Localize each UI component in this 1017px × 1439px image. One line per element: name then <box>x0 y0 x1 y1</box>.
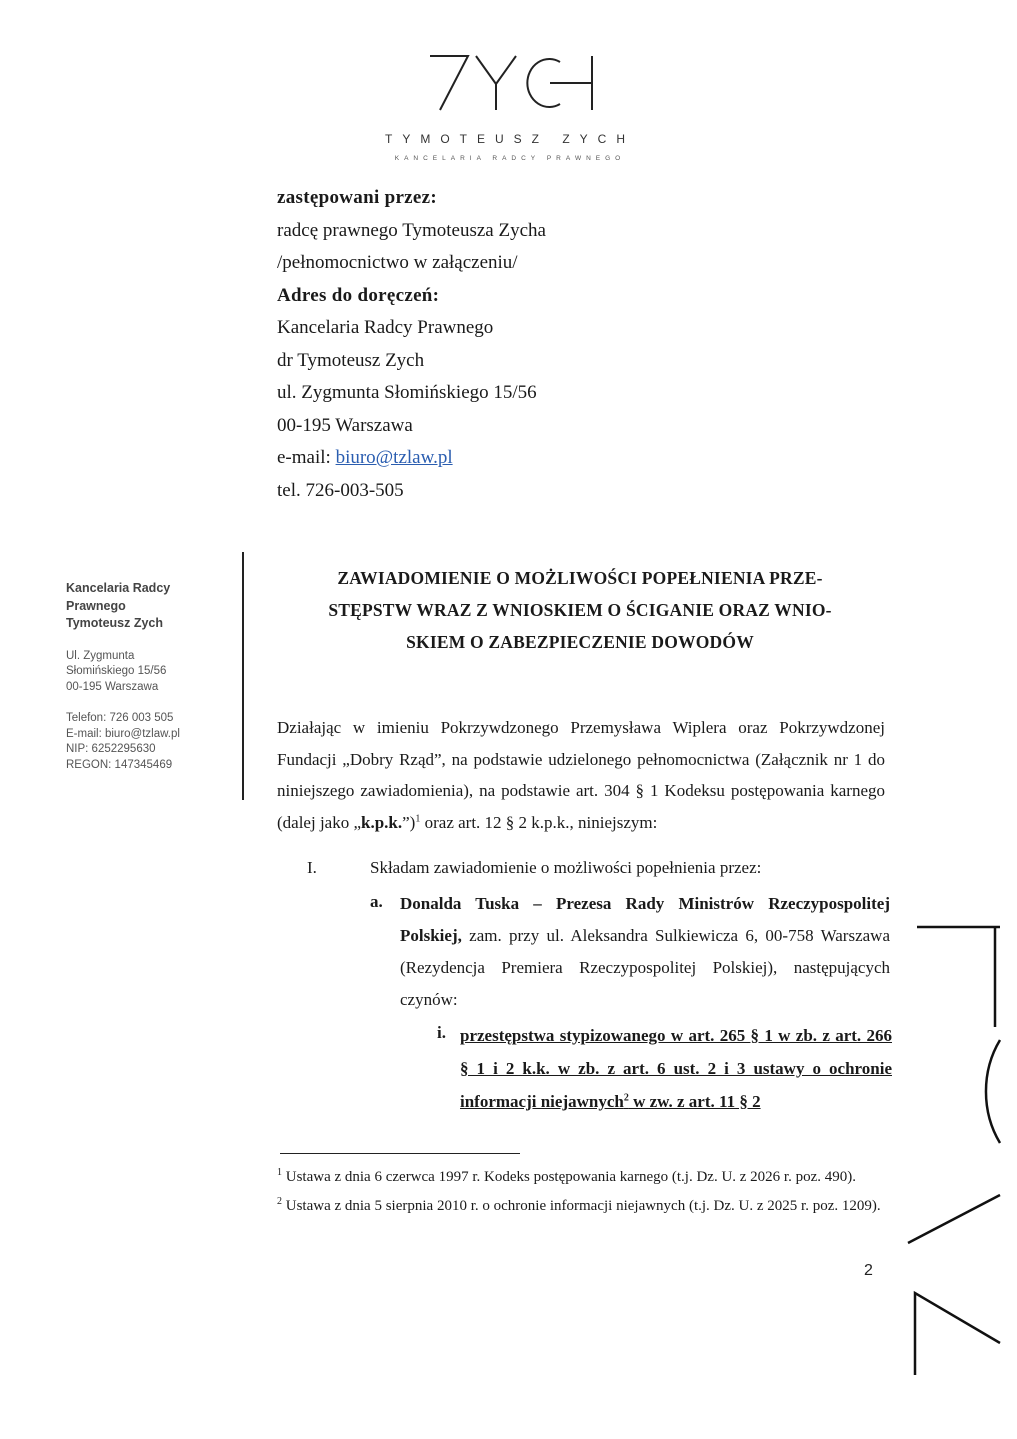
item-a-label: a. <box>370 892 383 911</box>
footnote <box>277 1192 885 1221</box>
item-i-label: i. <box>437 1023 446 1042</box>
title-line: ZAWIADOMIENIE O MOŻLIWOŚCI POPEŁNIENIA PRZE- <box>337 568 823 588</box>
intro-text: ”) <box>402 812 416 832</box>
item-I-text: Składam zawiadomienie o możliwości popełnienia przez: <box>370 858 762 877</box>
intro-paragraph <box>277 712 885 838</box>
page-number: 2 <box>864 1262 873 1279</box>
representation-block <box>277 182 546 507</box>
sidebar-name-line: Tymoteusz Zych <box>66 616 164 630</box>
sidebar <box>66 580 236 773</box>
address-line: ul. Zygmunta Słomińskiego 15/56 <box>277 382 537 403</box>
footnote-ref: 2 <box>623 1092 629 1104</box>
sidebar-divider <box>242 552 244 800</box>
sidebar-address-line: Słomińskiego 15/56 <box>66 665 167 677</box>
intro-abbrev: k.p.k. <box>361 812 403 832</box>
footnote-divider <box>280 1153 520 1154</box>
document-title <box>290 562 870 658</box>
sidebar-phone: Telefon: 726 003 505 <box>66 712 174 724</box>
sidebar-name-line: Kancelaria Radcy <box>66 581 171 595</box>
sidebar-address <box>66 649 236 696</box>
footnotes <box>277 1163 885 1221</box>
attorney-name: radcę prawnego Tymoteusza Zycha <box>277 219 546 241</box>
intro-text: Działając w imieniu Pokrzywdzonego Przemysława Wiplera oraz Pokrzywdzonej Fundacji „Dobry Rząd”, na podstawie udzielonego pełnomocnictwa (Załącznik nr 1 do niniejszego zawiadomienia), na podstawie art. 304 § 1 Kodeksu postępowania karnego (dalej jako „ <box>277 718 885 832</box>
logo-subtitle: KANCELARIA RADCY PRAWNEGO <box>394 155 626 162</box>
address-line: 00-195 Warszawa <box>277 414 413 436</box>
sidebar-contact <box>66 711 236 773</box>
footnote-text: Ustawa z dnia 5 sierpnia 2010 r. o ochronie informacji niejawnych (t.j. Dz. U. z 2025 r. poz. 1209). <box>282 1198 881 1214</box>
sidebar-nip: NIP: 6252295630 <box>66 743 156 755</box>
address-line: dr Tymoteusz Zych <box>277 349 425 371</box>
representation-heading: zastępowani przez: <box>277 187 437 208</box>
footnote-number: 1 <box>277 1167 282 1178</box>
email-label: e-mail: <box>277 447 336 468</box>
title-line: STĘPSTW WRAZ Z WNIOSKIEM O ŚCIGANIE ORAZ WNIO- <box>328 600 832 620</box>
sidebar-address-line: 00-195 Warszawa <box>66 680 159 693</box>
item-i-text <box>460 1019 892 1118</box>
footnote-ref: 1 <box>415 812 421 824</box>
decorative-logo-mark <box>905 905 1005 1385</box>
offence-description: w zw. z art. 11 § 2 <box>628 1092 761 1111</box>
phone-line: tel. 726-003-505 <box>277 479 404 501</box>
sidebar-name-line: Prawnego <box>66 598 126 613</box>
offence-description: przestępstwa stypizowanego w art. 265 § 1 w zb. z art. 266 § 1 i 2 k.k. w zb. z art. 6 ust. 2 i 3 ustawy o ochronie informacji niejawnych <box>460 1026 892 1111</box>
item-I-label: I. <box>307 858 317 877</box>
item-a-text <box>400 888 890 1016</box>
item-a-person: Donalda Tuska – Prezesa Rady Ministrów Rzeczypospolitej Polskiej, <box>400 894 890 945</box>
email-link[interactable]: biuro@tzlaw.pl <box>335 447 453 468</box>
logo-mark <box>400 48 620 118</box>
sidebar-email: E-mail: biuro@tzlaw.pl <box>66 727 180 740</box>
address-heading: Adres do doręczeń: <box>277 284 440 306</box>
sidebar-firm-name <box>66 580 236 633</box>
logo-name: TYMOTEUSZ ZYCH <box>385 132 635 146</box>
sidebar-regon: REGON: 147345469 <box>66 758 173 771</box>
footnote <box>277 1163 885 1192</box>
intro-text: oraz art. 12 § 2 k.p.k., niniejszym: <box>420 812 658 832</box>
title-line: SKIEM O ZABEZPIECZENIE DOWODÓW <box>406 632 754 652</box>
power-of-attorney-note: /pełnomocnictwo w załączeniu/ <box>277 252 518 273</box>
item-a-details: zam. przy ul. Aleksandra Sulkiewicza 6, 00-758 Warszawa (Rezydencja Premiera Rzeczypospolitej Polskiej), następujących czynów: <box>400 926 890 1009</box>
sidebar-address-line: Ul. Zygmunta <box>66 649 135 662</box>
email-line <box>277 442 546 475</box>
footnote-number: 2 <box>277 1196 282 1207</box>
footnote-text: Ustawa z dnia 6 czerwca 1997 r. Kodeks postępowania karnego (t.j. Dz. U. z 2026 r. poz. 490). <box>282 1169 856 1185</box>
address-line: Kancelaria Radcy Prawnego <box>277 317 494 338</box>
